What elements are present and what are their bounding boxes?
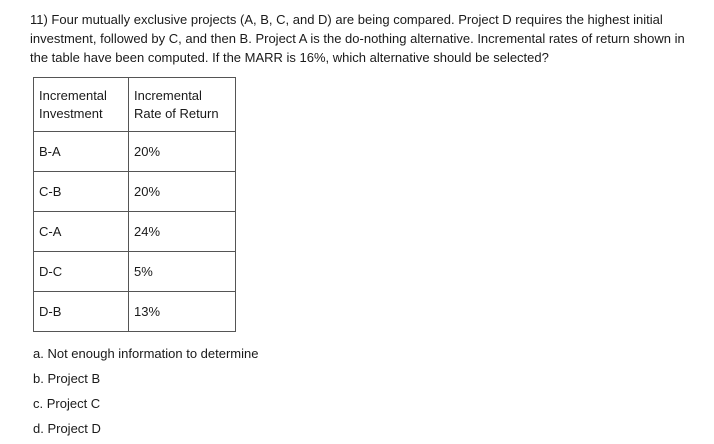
table-row bbox=[34, 172, 236, 212]
table-row bbox=[34, 132, 236, 172]
option-a[interactable]: a. Not enough information to determine bbox=[33, 346, 259, 361]
cell-investment: D-B bbox=[34, 292, 129, 332]
cell-rate: 20% bbox=[129, 132, 236, 172]
cell-rate: 5% bbox=[129, 252, 236, 292]
header-rate-line1: Incremental bbox=[134, 87, 202, 103]
cell-investment: C-B bbox=[34, 172, 129, 212]
cell-rate: 24% bbox=[129, 212, 236, 252]
incremental-table bbox=[33, 77, 236, 332]
table-row bbox=[34, 212, 236, 252]
cell-investment: C-A bbox=[34, 212, 129, 252]
header-investment-line1: Incremental bbox=[39, 87, 107, 103]
table-header-row bbox=[34, 78, 236, 132]
answer-options bbox=[33, 344, 258, 444]
cell-investment: B-A bbox=[34, 132, 129, 172]
cell-rate: 20% bbox=[129, 172, 236, 212]
option-c[interactable]: c. Project C bbox=[33, 396, 101, 411]
option-b[interactable]: b. Project B bbox=[33, 371, 101, 386]
header-rate-line2: Rate of Return bbox=[134, 105, 219, 121]
option-d[interactable]: d. Project D bbox=[33, 421, 101, 436]
table-row bbox=[34, 292, 236, 332]
header-incremental-rate bbox=[129, 78, 236, 132]
cell-rate: 13% bbox=[129, 292, 236, 332]
table-row bbox=[34, 252, 236, 292]
header-investment-line2: Investment bbox=[39, 105, 103, 121]
question-text: 11) Four mutually exclusive projects (A, B, C, and D) are being compared. Project D requires the highest initial investment, followed by C, and then B. Project A is the do-nothing alternative. Incremental rates of return shown in the table have been computed. If the MARR is 16%, which alternative should be selected? bbox=[30, 12, 685, 65]
cell-investment: D-C bbox=[34, 252, 129, 292]
header-incremental-investment bbox=[34, 78, 129, 132]
